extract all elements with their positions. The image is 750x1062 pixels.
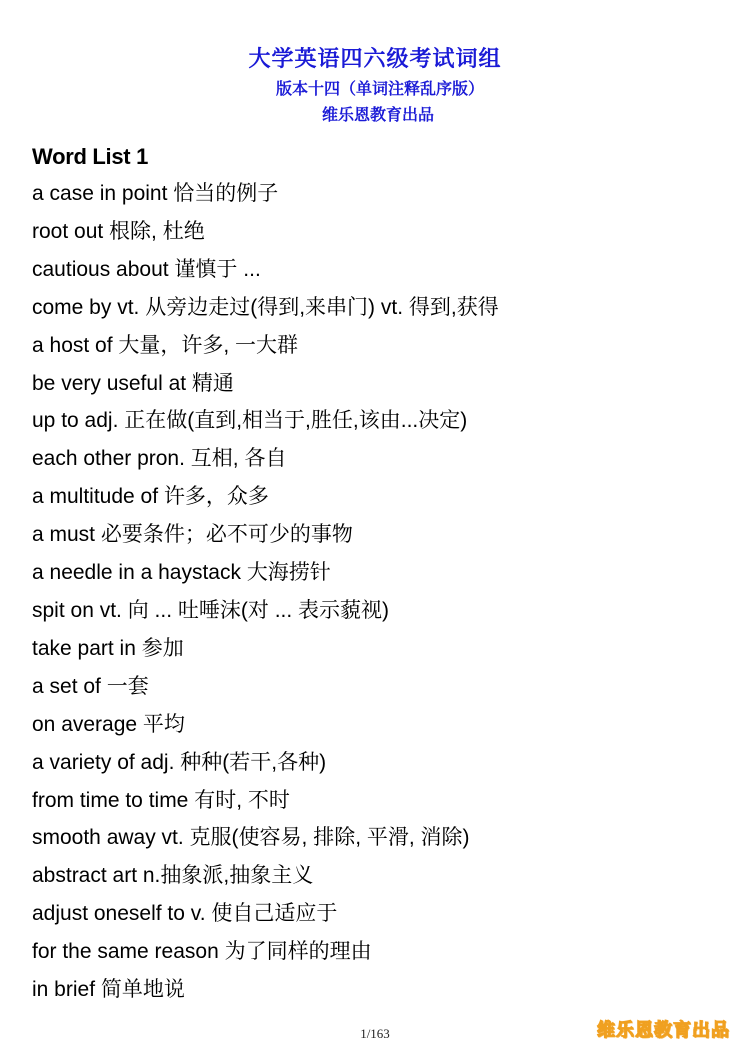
document-title: 大学英语四六级考试词组: [248, 47, 502, 72]
word-entry: be very useful at 精通: [32, 371, 234, 395]
word-entry: a case in point 恰当的例子: [32, 182, 279, 205]
word-entry: cautious about 谨慎于 ...: [32, 257, 261, 281]
word-entry: a variety of adj. 种种(若干,各种): [32, 750, 327, 774]
word-entry: for the same reason 为了同样的理由: [32, 940, 372, 964]
word-entry: smooth away vt. 克服(使容易, 排除, 平滑, 消除): [32, 826, 470, 850]
document-subtitle: 版本十四（单词注释乱序版）: [275, 79, 484, 98]
word-entry: from time to time 有时, 不时: [32, 788, 290, 812]
word-list: [32, 175, 499, 1009]
word-list-heading: Word List 1: [32, 144, 149, 169]
word-entry: adjust oneself to v. 使自己适应于: [32, 902, 338, 926]
word-entry: up to adj. 正在做(直到,相当于,胜任,该由...决定): [32, 409, 468, 433]
word-entry: in brief 简单地说: [32, 978, 185, 1002]
page-number: 1/163: [360, 1026, 390, 1041]
word-entry: a must 必要条件；必不可少的事物: [32, 523, 353, 547]
word-entry: on average 平均: [32, 712, 185, 736]
word-entry: each other pron. 互相, 各自: [32, 447, 287, 471]
word-entry: spit on vt. 向 ... 吐唾沫(对 ... 表示藐视): [32, 598, 390, 622]
word-entry: a multitude of 许多，众多: [32, 485, 269, 509]
word-entry: a needle in a haystack 大海捞针: [32, 561, 331, 585]
word-entry: abstract art n.抽象派,抽象主义: [32, 864, 314, 888]
document-publisher: 维乐恩教育出品: [321, 105, 434, 124]
word-entry: a set of 一套: [32, 674, 149, 698]
word-entry: take part in 参加: [32, 636, 184, 660]
word-entry: root out 根除, 杜绝: [32, 219, 205, 243]
word-entry: come by vt. 从旁边走过(得到,来串门) vt. 得到,获得: [32, 295, 499, 319]
publisher-watermark: 维乐恩教育出品: [597, 1020, 730, 1041]
document-header: [0, 44, 750, 128]
word-entry: a host of 大量，许多, 一大群: [32, 333, 299, 357]
